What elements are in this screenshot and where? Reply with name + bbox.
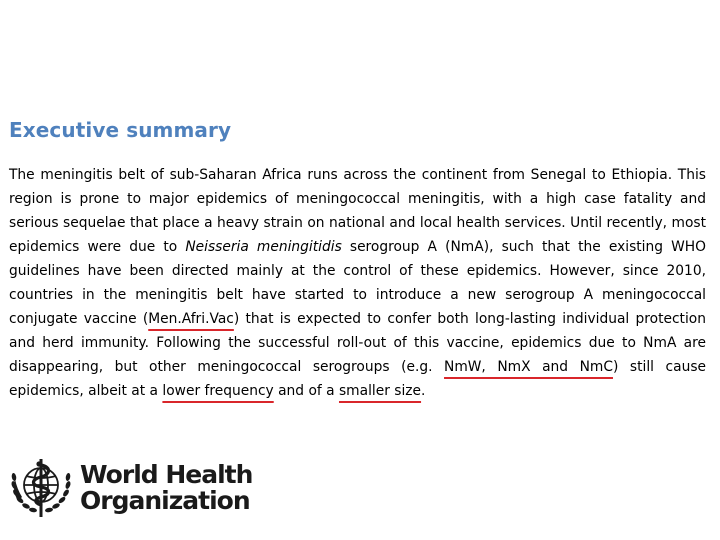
wordmark-line-2: Organization [80, 486, 250, 515]
underlined-serogroups: NmW, NmX and NmC [444, 359, 613, 375]
paragraph-text: and of a [273, 383, 339, 399]
underlined-size: smaller size [338, 383, 422, 399]
underlined-frequency: lower frequency [162, 383, 274, 399]
paragraph-text: ) that is expected to confer both long-lasting individual protection and herd immunity. Following the successful roll-out of this vaccine, epidemics due to NmA are disappearing, but other meningococcal serogroups (e.g. [9, 311, 706, 375]
executive-summary-paragraph [9, 163, 706, 403]
who-emblem-icon [8, 455, 74, 521]
paragraph-text: . [421, 383, 426, 399]
section-heading: Executive summary [9, 118, 232, 142]
paragraph-text: The meningitis belt of sub-Saharan Africa runs across the continent from Senegal to Ethiopia. This region is prone to major epidemics of meningococcal meningitis, with a high case fatality and serious sequelae that place a heavy strain on national and local health services. Until recently, most epidemics were due to [9, 167, 706, 255]
underlined-vaccine-name: Men.Afri.Vac [148, 311, 234, 327]
who-wordmark [80, 462, 252, 514]
wordmark-line-1: World Health [80, 460, 253, 489]
who-logo [8, 455, 252, 521]
species-name: Neisseria meningitidis [185, 239, 342, 255]
paragraph-text: ) still cause epidemics, albeit at a [9, 359, 706, 399]
paragraph-text: serogroup A (NmA), such that the existing WHO guidelines have been directed mainly at the control of these epidemics. However, since 2010, countries in the meningitis belt have started to introduce a new serogroup A meningococcal conjugate vaccine ( [9, 239, 707, 327]
